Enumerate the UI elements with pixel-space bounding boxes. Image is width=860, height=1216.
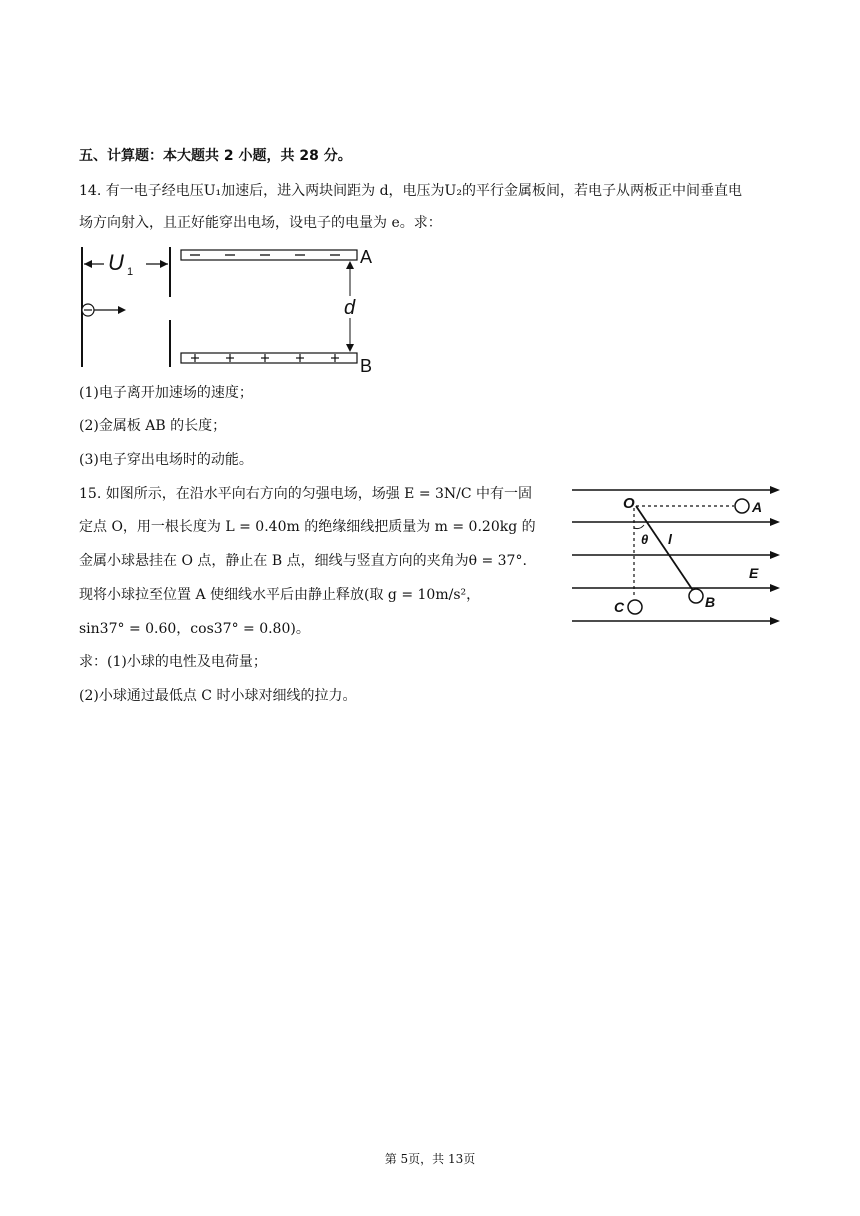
length-label: l (668, 531, 672, 547)
u1-label: U (108, 250, 124, 275)
q15-line-2: 定点 O，用一根长度为 L = 0.40m 的绝缘细线把质量为 m = 0.20kg 的 (79, 519, 536, 535)
q14-line-1: 14. 有一电子经电压U₁加速后，进入两块间距为 d，电压为U₂的平行金属板间，若电子从两板正中间垂直电 (79, 183, 742, 199)
q15-line-4: 现将小球拉至位置 A 使细线水平后由静止释放(取 g = 10m/s²， (79, 587, 481, 603)
q15-line-1: 15. 如图所示，在沿水平向右方向的匀强电场，场强 E = 3N/C 中有一固 (79, 486, 533, 502)
q15-line-5: sin37° = 0.60，cos37° = 0.80)。 (79, 621, 310, 637)
ball-c-icon (628, 600, 642, 614)
string (636, 506, 694, 592)
theta-label: θ (641, 532, 649, 547)
q15-line-3: 金属小球悬挂在 O 点，静止在 B 点，细线与竖直方向的夹角为θ = 37°. (79, 553, 527, 569)
field-e-label: E (749, 565, 759, 581)
ball-b-icon (689, 589, 703, 603)
q15-line-7: (2)小球通过最低点 C 时小球对细线的拉力。 (79, 688, 357, 704)
ball-a-icon (735, 499, 749, 513)
point-a-label: A (752, 499, 763, 515)
plate-b-label: B (360, 356, 373, 376)
section-heading: 五、计算题：本大题共 2 小题，共 28 分。 (79, 148, 352, 164)
point-o-label: O (623, 495, 635, 512)
q14-sub-2: (2)金属板 AB 的长度； (79, 418, 227, 434)
q14-sub-1: (1)电子离开加速场的速度； (79, 385, 253, 401)
gap-label: d (344, 297, 356, 319)
q14-figure (76, 242, 386, 377)
plate-a-label: A (360, 247, 373, 267)
point-b-label: B (705, 594, 716, 610)
u1-subscript: 1 (127, 266, 134, 278)
q15-line-6: 求：(1)小球的电性及电荷量； (79, 654, 267, 670)
q14-sub-3: (3)电子穿出电场时的动能。 (79, 452, 253, 468)
q14-line-2: 场方向射入，且正好能穿出电场，设电子的电量为 e。求： (79, 215, 442, 231)
point-c-label: C (614, 599, 625, 615)
page-footer: 第 5页，共 13页 (384, 1152, 476, 1166)
q15-figure (570, 484, 785, 629)
